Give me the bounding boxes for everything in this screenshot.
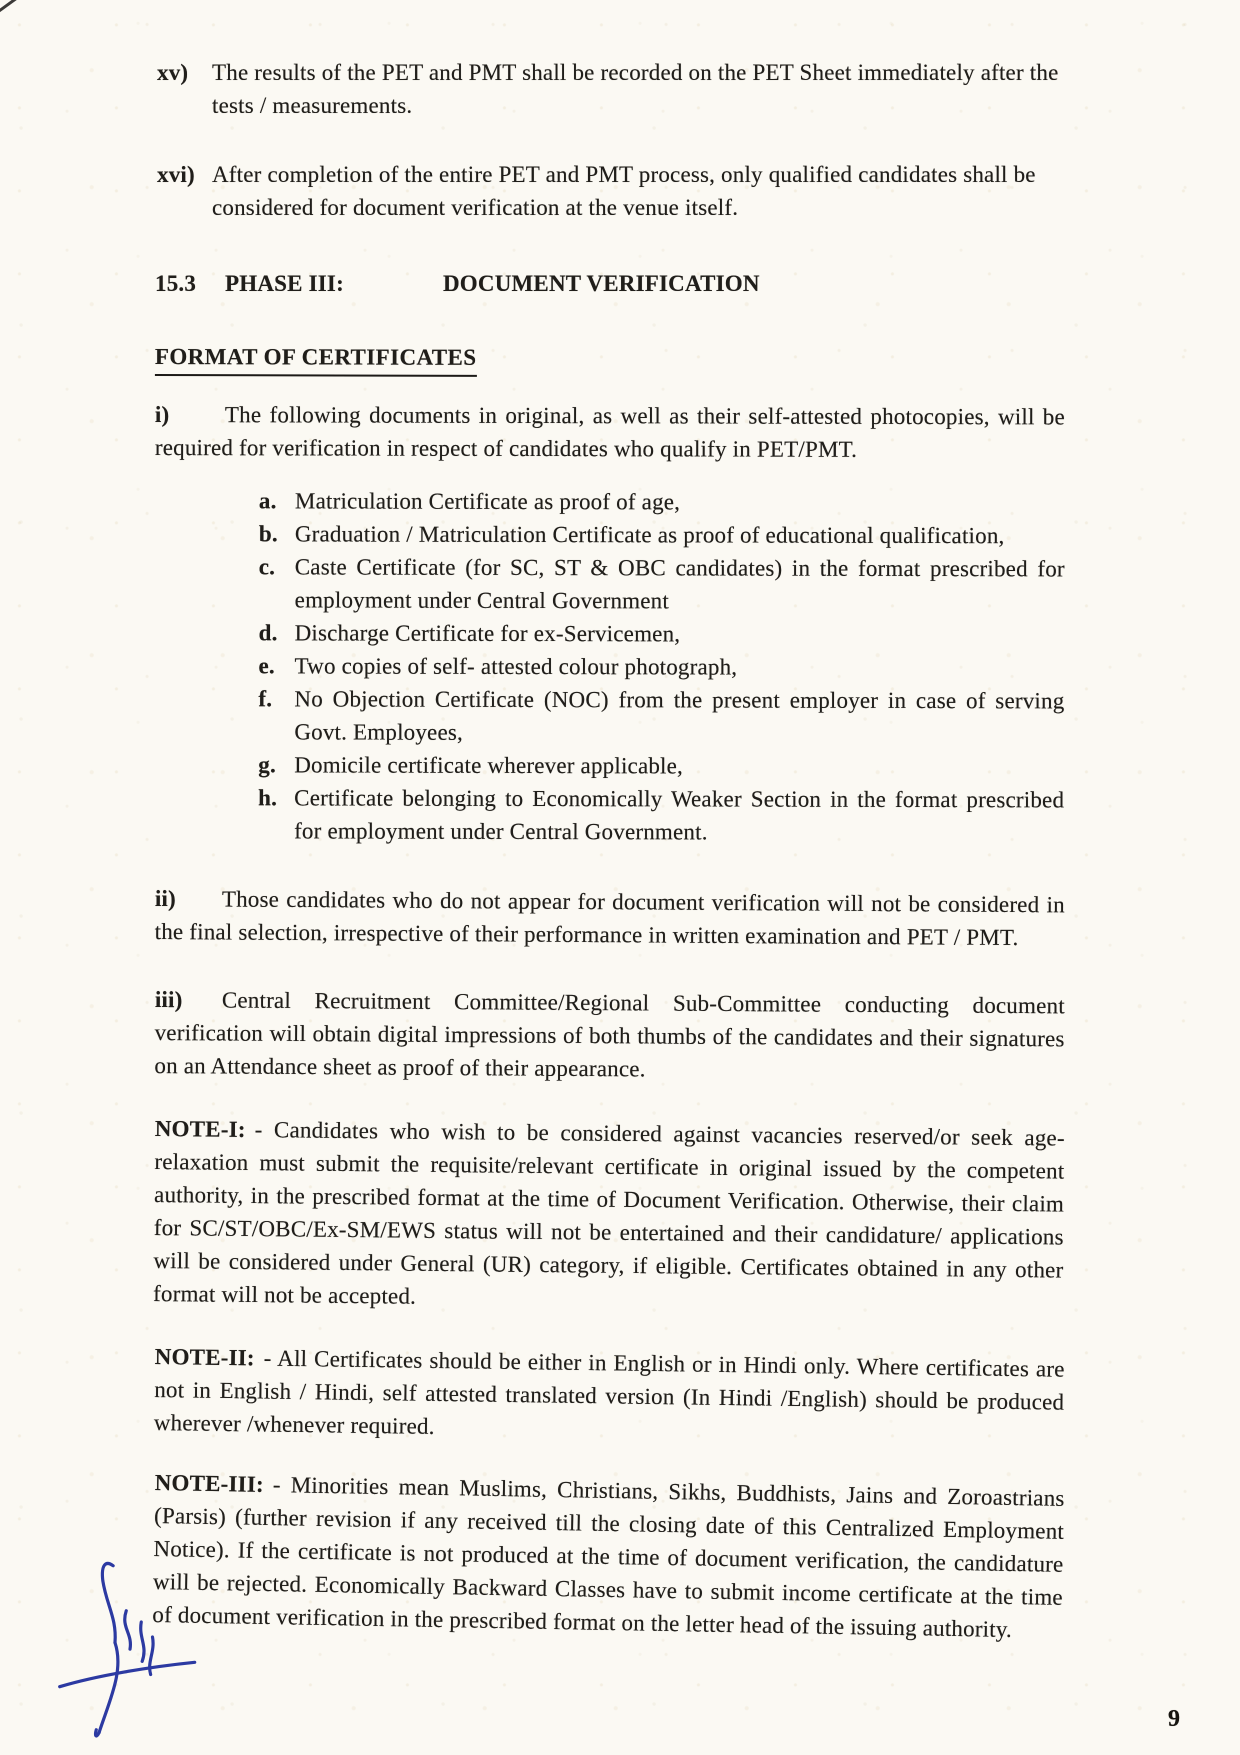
paragraph-iii-text: Central Recruitment Committee/Regional Sub-Committee conducting document verification will obtain digital impressions of both thumbs of the candidates and their signatures on an Attendance sheet as proof of their appearance. (154, 987, 1065, 1082)
paragraph-iii-label: iii) (154, 986, 183, 1013)
paragraph-iii (154, 983, 1065, 1088)
list-item-xvi-text: After completion of the entire PET and PMT process, only qualified candidates shall be considered for document verification at the venue itself. (212, 162, 1036, 220)
scan-corner-artifact (0, 0, 20, 14)
list-item-xvi (155, 158, 1065, 224)
list-item (154, 781, 1064, 849)
note-3-text: - Minorities mean Muslims, Christians, Sikhs, Buddhists, Jains and Zoroastrians (Parsis) (further revision if any received till the closing date of this Centralized Employment Notice). If the certificate is not produced at the time of document verification, the candidature will be rejected. Economically Backward Classes have to submit income certificate at the time of document verification in the prescribed format on the letter head of the issuing authority. (152, 1472, 1065, 1642)
list-item-xv-label: xv) (157, 60, 189, 85)
paragraph-ii-text: Those candidates who do not appear for document verification will not be considered in the final selection, irrespective of their performance in written examination and PET / PMT. (154, 886, 1065, 951)
paragraph-ii-label: ii) (154, 885, 177, 912)
list-item-text: Domicile certificate wherever applicable, (294, 752, 684, 779)
list-item-label: b. (258, 521, 278, 547)
note-1-label: NOTE-I: (154, 1115, 246, 1142)
documents-list (154, 484, 1065, 849)
list-item (155, 616, 1065, 651)
handwritten-signature-ink (55, 1552, 205, 1752)
section-heading (155, 267, 1065, 300)
list-item-xvi-label: xvi) (157, 162, 195, 187)
note-3-label: NOTE-III: (154, 1469, 265, 1497)
list-item-label: e. (258, 653, 275, 679)
list-item (154, 748, 1064, 783)
section-title: DOCUMENT VERIFICATION (443, 271, 760, 296)
paragraph-ii (155, 882, 1065, 954)
subheading-format-of-certificates: FORMAT OF CERTIFICATES (155, 340, 1065, 378)
list-item-label: a. (258, 488, 277, 514)
note-2 (154, 1340, 1065, 1452)
page-number: 9 (1168, 1706, 1180, 1732)
list-item-label: c. (258, 554, 276, 580)
list-item-text: Graduation / Matriculation Certificate as proof of educational qualification, (294, 521, 1005, 549)
list-item (155, 517, 1065, 552)
section-phase: PHASE III: (225, 271, 344, 296)
list-item (154, 649, 1064, 684)
list-item-label: f. (258, 686, 273, 712)
list-item-text: Two copies of self- attested colour photograph, (294, 653, 738, 680)
paragraph-i-label: i) (154, 402, 170, 428)
note-2-label: NOTE-II: (154, 1343, 255, 1371)
list-item-text: Matriculation Certificate as proof of age, (294, 488, 681, 515)
paragraph-i (155, 398, 1065, 466)
list-item (155, 550, 1065, 618)
list-item-text: Certificate belonging to Economically Weaker Section in the format prescribed for employment under Central Government. (294, 785, 1065, 845)
list-item-xv-text: The results of the PET and PMT shall be recorded on the PET Sheet immediately after the tests / measurements. (212, 60, 1059, 118)
list-item-text: Discharge Certificate for ex-Servicemen, (294, 620, 681, 647)
list-item-text: Caste Certificate (for SC, ST & OBC candidates) in the format prescribed for employment under Central Government (294, 554, 1065, 614)
section-number: 15.3 (155, 271, 197, 296)
list-item-label: h. (258, 785, 278, 811)
list-item-xv (155, 56, 1065, 122)
document-body (152, 0, 1065, 1642)
list-item (154, 682, 1064, 750)
paragraph-i-text: The following documents in original, as well as their self-attested photocopies, will be required for verification in respect of candidates who qualify in PET/PMT. (154, 402, 1065, 462)
list-item-text: No Objection Certificate (NOC) from the present employer in case of serving Govt. Employees, (294, 686, 1065, 745)
list-item-label: g. (258, 752, 276, 778)
list-item (155, 484, 1065, 519)
note-1-text: - Candidates who wish to be considered against vacancies reserved/or seek age-relaxation must submit the requisite/relevant certificate in original issued by the competent authority, in the prescribed format at the time of Document Verification. Otherwise, their claim for SC/ST/OBC/Ex-SM/EWS status will not be entertained and their candidature/ applications will be considered under General (UR) category, if eligible. Certificates obtained in any other format will not be accepted. (152, 1117, 1065, 1309)
note-1 (153, 1112, 1065, 1320)
list-item-label: d. (258, 620, 278, 646)
note-2-text: - All Certificates should be either in English or in Hindi only. Where certificates are not in English / Hindi, self attested translated version (In Hindi /English) should be produced wherever /whenever required. (153, 1345, 1065, 1439)
note-3 (152, 1466, 1065, 1647)
